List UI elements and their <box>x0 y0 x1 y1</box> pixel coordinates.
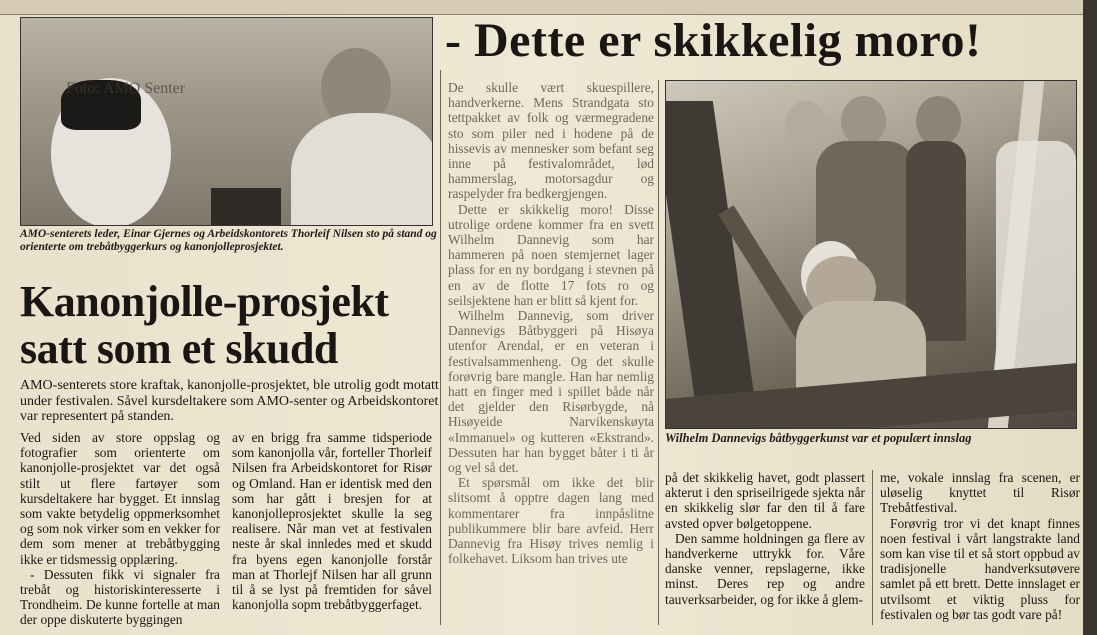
headline-line-1: Kanonjolle-prosjekt <box>20 277 389 326</box>
article-column-2 <box>232 430 432 612</box>
paragraph: Ved siden av store oppslag og fotografier som orienterte om kanonjolle-prosjektet var det også stilt ut flere fartøyer som kursdeltakere har bygget. Et innslag som vakte betydelig oppmerksomhet og som nok virker som en vekker for dem som mener at trebåtbygging ikke er tidsmessig opplæring. <box>20 430 220 567</box>
story-column-2 <box>665 470 865 607</box>
headline-line-2: satt som et skudd <box>20 324 338 373</box>
article-headline <box>20 278 450 372</box>
paragraph: Wilhelm Dannevig, som driver Dannevigs Båtbyggeri på Hisøya utenfor Arendal, er en veteran i festivalsammenheng. Og det skulle forøvrig bare mangle. Han har nemlig hatt en finger med i spillet både når det gjelder den Risørbygde, nå Hisøyeide Narvikenskøyta «Immanuel» og kutteren «Ekstrand». Dessuten har han bygget båter i ti år og vel så det. <box>448 308 654 476</box>
column-divider <box>872 470 873 625</box>
story-column-1 <box>448 80 654 567</box>
paragraph: Forøvrig tror vi det knapt finnes noen festival i vårt langstrakte land som kan vise til et så stort oppbud av tradisjonelle handverksutøvere samlet på ett brett. Dette innslaget er utvilsomt et viktig pluss for festivalen og bør tas godt vare på! <box>880 515 1080 622</box>
page-edge-shadow <box>1083 0 1097 635</box>
article-column-1 <box>20 430 220 628</box>
photo-boatbuilder <box>665 80 1077 429</box>
paragraph: De skulle vært skuespillere, handverkerne. Mens Strandgata sto tettpakket av folk og værmegradene sto som piler ned i hodene på de hissevis av mennesker som befant seg inne på festivalområdet, lød hammerslag, motorsagdur og raspelyder fra bedkergjengen. <box>448 80 654 202</box>
paragraph: - Dessuten fikk vi signaler fra trebåt og historiskinteresserte i Trondheim. De kunne fortelle at man der oppe diskuterte byggingen <box>20 566 220 628</box>
photo-stand <box>20 17 433 226</box>
photo-caption: AMO-senterets leder, Einar Gjernes og Arbeidskontorets Thorleif Nilsen sto på stand og orienterte om trebåtbyggerkurs og kanonjolleprosjektet. <box>20 228 437 253</box>
paragraph: me, vokale innslag fra scenen, er uløselig knyttet til Risør Trebåtfestival. <box>880 470 1080 516</box>
paragraph: Dette er skikkelig moro! Disse utrolige ordene kommer fra en svett Wilhelm Dannevig som har hammeren på noen stemjernet lager plass for en ny bordgang i stevnen på en av de flotte 17 fots ro og seilsjektene han er blitt så kjent for. <box>448 201 654 308</box>
column-divider <box>658 80 659 625</box>
column-divider <box>440 70 441 625</box>
paragraph: Den samme holdningen ga flere av handverkerne uttrykk for. Våre danske venner, repslagerne, ikke minst. Deres rep og andre tauverksarbeider, og for ikke å glem- <box>665 530 865 607</box>
story-column-3 <box>880 470 1080 622</box>
paragraph: Et spørsmål om ikke det blir slitsomt å opptre dagen lang med kommentarer fra innpåslitne publikummere blir bare avfeid. Herr Dannevig fra Hisøy trives nemlig i folkehavet. Liksom han trives ute <box>448 475 654 567</box>
article-lead: AMO-senterets store kraftak, kanonjolle-prosjektet, ble utrolig godt motatt under festivalen. Såvel kursdeltakere som AMO-senter og Arbeidskontoret var representert på standen. <box>20 378 439 424</box>
photo-caption: Wilhelm Dannevigs båtbyggerkunst var et populært innslag <box>665 431 972 445</box>
story-headline: - Dette er skikkelig moro! <box>445 14 982 67</box>
photo-overlay-text: Foto: AMO Senter <box>66 80 186 97</box>
paragraph: av en brigg fra samme tidsperiode som kanonjolla vår, forteller Thorleif Nilsen fra Arbeidskontoret for Risør og Omland. Han er identisk med den som har gått i bresjen for at kanonjolleprosjektet skulle la seg realisere. Når man vet at festivalen neste år skal innledes med et skudd fra byens egen kanonjolle forstår man at Thorlejf Nilsen har all grunn til å se lyst på fremtiden for såvel kanonjolla sopm trebåtbyggerfaget. <box>232 430 432 613</box>
paragraph: på det skikkelig havet, godt plassert akterut i den spriseilrigede sjekta når en skikkelig slør far den til å fare avsted opver bølgetoppene. <box>665 470 865 531</box>
